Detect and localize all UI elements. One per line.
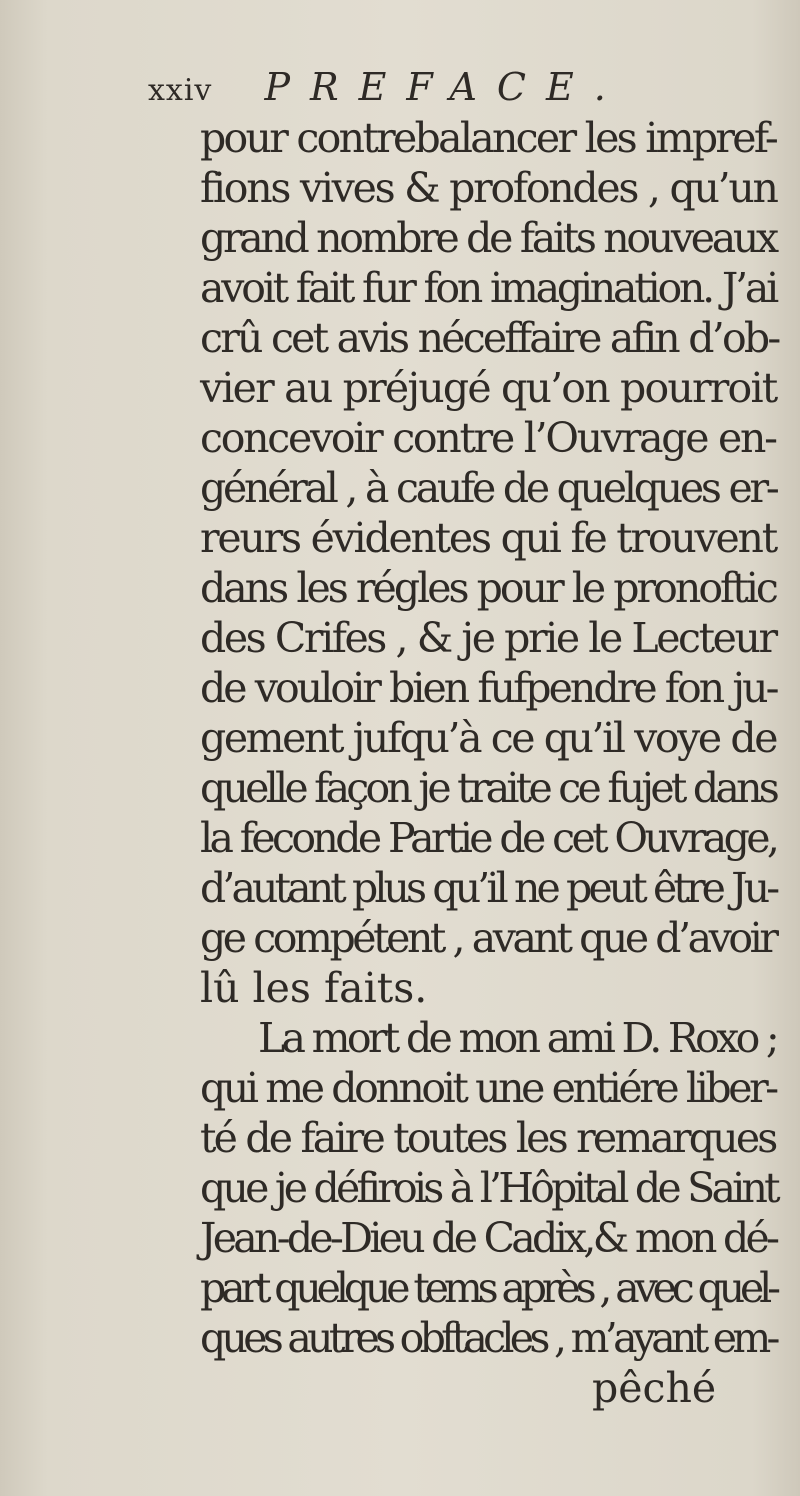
page-header [148,62,626,112]
text-line: qui me donnoit une entiére liber- [200,1064,776,1112]
text-line: crû cet avis néceffaire afin d’ob- [200,314,779,362]
text-line: vier au préjugé qu’on pourroit [200,364,777,412]
text-line: général , à caufe de quelques er- [200,464,777,512]
text-line: gement jufqu’à ce qu’il voye de [200,714,777,762]
text-line: té de faire toutes les remarques [200,1114,776,1162]
text-line: concevoir contre l’Ouvrage en- [200,414,776,462]
text-line: Jean-de-Dieu de Cadix,& mon dé- [200,1214,777,1262]
text-line: dans les régles pour le pronoftic [200,564,776,612]
catchword: pêché [592,1364,717,1412]
text-line: que je défirois à l’Hôpital de Saint [200,1164,777,1212]
text-line: quelle façon je traite ce fujet dans [200,764,777,812]
text-line: ques autres obftacles , m’ayant em- [200,1314,776,1362]
text-line: pour contrebalancer les impref- [200,114,776,162]
text-line: d’autant plus qu’il ne peut être Ju- [200,864,777,912]
text-line: reurs évidentes qui fe trouvent [200,514,776,562]
text-line: fions vives & profondes , qu’un [200,164,777,212]
text-line: la feconde Partie de cet Ouvrage, [200,814,777,862]
text-line: part quelque tems après , avec quel- [200,1264,776,1312]
text-line: lû les faits. [200,964,428,1012]
page-number: xxiv [148,73,213,108]
text-line: avoit fait fur fon imagination. J’ai [200,264,777,312]
text-line: grand nombre de faits nouveaux [200,214,776,262]
text-line: ge compétent , avant que d’avoir [200,914,776,962]
running-title: PREFACE. [264,65,626,109]
text-line: La mort de mon ami D. Roxo ; [258,1014,777,1062]
text-line: de vouloir bien fufpendre fon ju- [200,664,777,712]
text-line: des Crifes , & je prie le Lecteur [200,614,776,662]
